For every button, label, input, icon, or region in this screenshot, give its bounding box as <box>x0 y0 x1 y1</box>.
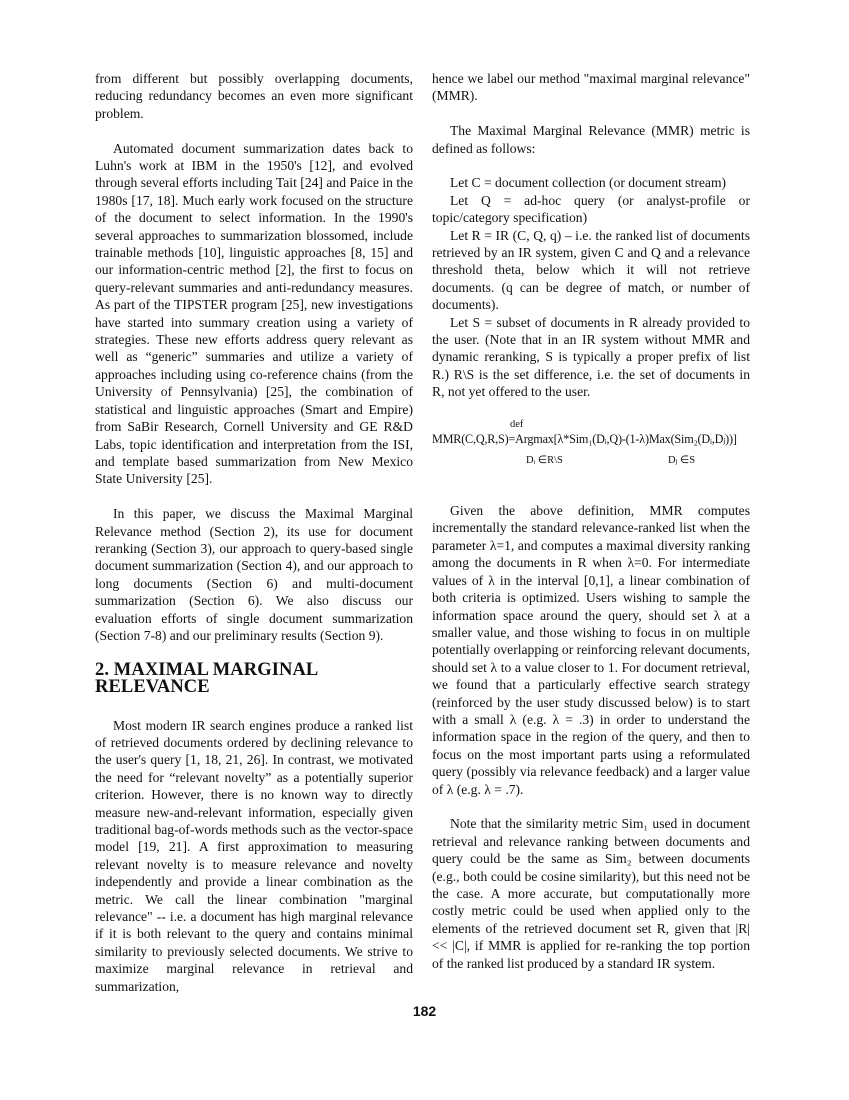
definition-c: Let C = document collection (or document stream) <box>450 175 727 191</box>
left-column <box>95 70 413 1012</box>
paragraph-mmr-definition-intro: The Maximal Marginal Relevance (MMR) metric is defined as follows: <box>432 123 750 156</box>
formula-subscript-argmax: Dᵢ ∈R\S <box>526 455 563 467</box>
definition-s: Let S = subset of documents in R already provided to the user. (Note that in an IR system without MMR and dynamic reranking, S is typically a proper prefix of list R.) R\S is the set difference, i.e. the set of documents in R, not yet offered to the user. <box>432 314 750 400</box>
right-column <box>432 70 750 989</box>
definition-r: Let R = IR (C, Q, q) – i.e. the ranked list of documents retrieved by an IR system, given C and Q and a relevance threshold theta, below which it will not retrieve documents. (q can be degree of match, or number of documents). <box>432 227 750 313</box>
formula-def-label: def <box>510 419 524 431</box>
formula-subscript-max: Dⱼ ∈S <box>668 455 696 467</box>
paragraph-overlap: from different but possibly overlapping documents, reducing redundancy becomes an even more significant problem. <box>95 71 413 121</box>
section-heading: 2. MAXIMAL MARGINAL RELEVANCE <box>95 659 318 698</box>
formula-main: MMR(C,Q,R,S)=Argmax[λ*Sim₁(Dᵢ,Q)-(1-λ)Max(Sim₂(Dᵢ,Dⱼ))] <box>432 432 737 447</box>
paragraph-history: Automated document summarization dates back to Luhn's work at IBM in the 1950's [12], and evolved through several efforts including Tait [24] and Paice in the 1980s [17, 18]. Much early work focused on the structure of the document to select information. In the 1990's several approaches to summarization blossomed, include trainable methods [10], linguistic approaches [8, 15] and our information-centric method [2], the first to focus on query-relevant summaries and anti-redundancy measures. As part of the TIPSTER program [25], new investigations have started into summary creation using a variety of strategies. These new efforts address query relevant as well as “generic” summaries and utilize a variety of approaches including using co-reference chains (from the University of Pennsylvania) [25], the combination of statistical and linguistic approaches (Smart and Empire) from SaBir Research, Cornell University and GE R&D Labs, topic identification and interpretation from the ISI, and template based summarization from New Mexico State University [25]. <box>95 140 413 487</box>
paragraph-mmr-label: hence we label our method "maximal marginal relevance" (MMR). <box>432 71 750 104</box>
definition-q: Let Q = ad-hoc query (or analyst-profile or topic/category specification) <box>432 192 750 226</box>
mmr-formula <box>432 418 750 480</box>
paragraph-mmr-motivation: Most modern IR search engines produce a ranked list of retrieved documents ordered by declining relevance to the user's query [1, 18, 21, 26]. In contrast, we motivated the need for “relevant novelty” as a potentially superior criterion. However, there is no known way to directly measure new-and-relevant information, especially given traditional bag-of-words methods such as the vector-space model [19, 21]. A first approximation to measuring relevant novelty is to measure relevance and novelty independently and provide a linear combination as the metric. We call the linear combination "marginal relevance" -- i.e. a document has high marginal relevance if it is both relevant to the query and contains minimal similarity to previously selected documents. We strive to maximize marginal relevance in retrieval and summarization, <box>95 717 413 994</box>
paragraph-similarity: Note that the similarity metric Sim₁ used in document retrieval and relevance ranking between documents and query could be the same as Sim₂ between documents (e.g., both could be cosine similarity), but this need not be the case. A more accurate, but computationally more costly metric could be used when applied only to the elements of the retrieved document set R, given that |R| << |C|, if MMR is applied for re-ranking the top portion of the ranked list produced by a standard IR system. <box>432 816 750 971</box>
paragraph-outline: In this paper, we discuss the Maximal Marginal Relevance method (Section 2), its use for document reranking (Section 3), our approach to query-based single document summarization (Section 4), and our approach to long documents (Section 6) and multi-document summarization (Section 6). We also discuss our evaluation efforts of single document summarization (Section 7-8) and our preliminary results (Section 9). <box>95 506 413 643</box>
page-number: 182 <box>412 1003 437 1019</box>
paragraph-lambda: Given the above definition, MMR computes incrementally the standard relevance-ranked list when the parameter λ=1, and computes a maximal diversity ranking among the documents in R when λ=0. For intermediate values of λ in the interval [0,1], a linear combination of both criteria is optimized. Users wishing to sample the information space around the query, should set λ at a smaller value, and those wishing to focus in on multiple potentially overlapping or reinforcing relevant documents, should set λ to a value closer to 1. For document retrieval, we found that a particularly effective search strategy (reinforced by the user study discussed below) is to start with a small λ (e.g. λ = .3) in order to understand the information space in the region of the query, and then to focus on the most important parts using a reformulated query (possibly via relevance feedback) and a larger value of λ (e.g. λ = .7). <box>432 503 750 797</box>
